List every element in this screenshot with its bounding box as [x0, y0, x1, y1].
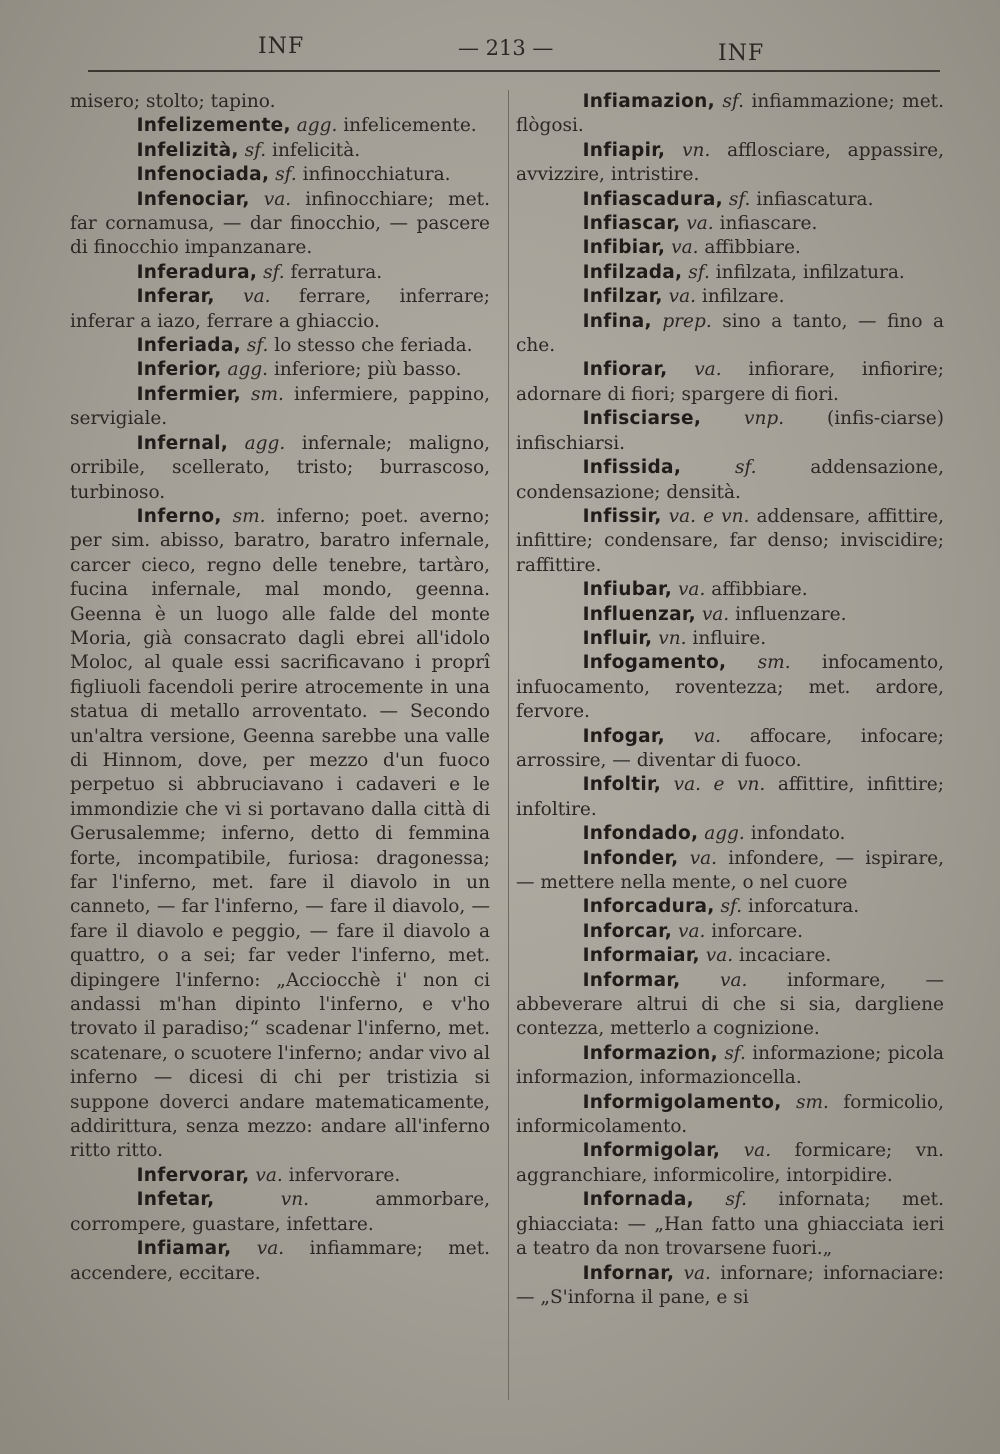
dictionary-entry — [70, 261, 490, 285]
entry-definition: infernale; maligno, orribile, scellerato, tristo; burrascoso, turbinoso. — [70, 432, 490, 503]
entry-grammar: sf. — [734, 457, 757, 479]
entry-definition: incaciare. — [739, 945, 832, 967]
entry-headword: Infelizità, — [136, 139, 239, 161]
dictionary-entry — [516, 456, 944, 505]
entry-grammar: sf. — [725, 1189, 747, 1211]
entry-definition: infiammazione; met. flògosi. — [516, 91, 944, 137]
entry-headword: Infogamento, — [582, 652, 727, 674]
entry-headword: Infelizemente, — [136, 115, 291, 137]
dictionary-entry — [516, 651, 944, 724]
entry-grammar: sm. — [757, 652, 791, 674]
entry-grammar: va. — [677, 579, 706, 601]
entry-grammar: agg. — [244, 432, 286, 454]
dictionary-entry — [516, 847, 944, 896]
dictionary-entry — [70, 383, 490, 432]
entry-headword: Infoltir, — [582, 774, 662, 796]
entry-headword: Infornada, — [582, 1189, 694, 1211]
header-left-guideword: INF — [258, 34, 305, 59]
entry-headword: Infernal, — [136, 432, 229, 454]
dictionary-entry — [516, 212, 944, 236]
entry-definition: inferiore; più basso. — [273, 359, 462, 381]
entry-grammar: va. — [693, 725, 722, 747]
dictionary-entry — [516, 285, 944, 309]
dictionary-entry — [516, 188, 944, 212]
entry-definition: affittire, infittire; infoltire. — [516, 774, 944, 820]
entry-definition: addensazione, condensazione; densità. — [516, 457, 944, 503]
entry-headword: Influenzar, — [582, 603, 696, 625]
entry-headword: Infondado, — [582, 823, 699, 845]
entry-grammar: va. — [256, 1238, 285, 1260]
entry-headword: Infiapir, — [582, 139, 666, 161]
entry-grammar: sf. — [728, 188, 751, 210]
entry-definition: infelicemente. — [343, 115, 477, 137]
dictionary-entry — [70, 139, 490, 163]
dictionary-entry — [70, 90, 490, 114]
entry-headword: Informar, — [582, 969, 681, 991]
dictionary-entry — [516, 261, 944, 285]
right-column — [516, 90, 944, 1310]
dictionary-entry — [516, 969, 944, 1042]
entry-headword: Inferiada, — [136, 335, 241, 357]
entry-headword: Inferadura, — [136, 261, 258, 283]
dictionary-entry — [70, 432, 490, 505]
entry-definition: infelicità. — [272, 139, 361, 161]
header-rule — [88, 70, 940, 72]
entry-definition: infinocchiare; met. far cornamusa, — dar finocchio, — pascere di finocchio impanzanare. — [70, 188, 490, 259]
dictionary-entry — [516, 603, 944, 627]
dictionary-entry — [516, 773, 944, 822]
entry-definition: influenzare. — [735, 603, 847, 625]
entry-headword: Infiamar, — [136, 1238, 232, 1260]
entry-headword: Infiascadura, — [582, 188, 723, 210]
entry-definition: (infis-ciarse) infischiarsi. — [516, 408, 944, 454]
entry-definition: infinocchiatura. — [302, 164, 451, 186]
entry-headword: Infetar, — [136, 1189, 215, 1211]
entry-headword: Infervorar, — [136, 1164, 250, 1186]
dictionary-entry — [516, 1139, 944, 1188]
entry-grammar: va. — [255, 1164, 283, 1186]
entry-headword: Infiamazion, — [582, 91, 715, 112]
entry-definition: informare, — abbeverare altrui di che si sia, dargliene contezza, metterlo a cognizione. — [516, 969, 944, 1040]
entry-headword: Infenociar, — [136, 188, 250, 210]
entry-definition: infervorare. — [288, 1164, 401, 1186]
entry-grammar: va. — [686, 213, 714, 235]
dictionary-entry — [516, 1262, 944, 1311]
dictionary-entry — [516, 822, 944, 846]
entry-definition: formicare; vn. aggranchiare, informicolire, intorpidire. — [516, 1140, 944, 1186]
dictionary-entry — [516, 578, 944, 602]
entry-headword: Infisciarse, — [582, 408, 702, 430]
entry-definition: sino a tanto, — fino a che. — [516, 310, 944, 357]
entry-grammar: sf. — [724, 1042, 746, 1064]
entry-definition: infondato. — [750, 823, 846, 845]
dictionary-entry — [70, 114, 490, 138]
entry-headword: Inferno, — [136, 505, 222, 527]
dictionary-entry — [516, 1188, 944, 1261]
entry-grammar: va. — [689, 847, 718, 869]
entry-definition: infermiere, pappino, servigiale. — [70, 383, 490, 430]
entry-grammar: sm. — [796, 1091, 829, 1113]
dictionary-entry — [516, 505, 944, 578]
entry-headword: Infenociada, — [136, 164, 270, 186]
entry-grammar: sf. — [688, 261, 710, 283]
entry-headword: Inferior, — [136, 359, 222, 381]
left-column — [70, 90, 490, 1286]
dictionary-entry — [516, 310, 944, 359]
dictionary-entry — [516, 139, 944, 188]
entry-definition: infondere, — ispirare, — mettere nella mente, o nel cuore — [516, 847, 945, 893]
entry-definition: infocamento, infuocamento, roventezza; met. ardore, fervore. — [516, 652, 944, 723]
entry-headword: Inforcadura, — [582, 896, 715, 918]
entry-definition: infiorare, infiorire; adornare di fiori; spargere di fiori. — [516, 359, 944, 405]
entry-headword: Infina, — [582, 310, 652, 332]
entry-grammar: vnp. — [744, 408, 785, 430]
entry-definition: ferrare, inferrare; inferar a iazo, ferrare a ghiaccio. — [70, 286, 491, 332]
entry-definition: inferno; poet. averno; per sim. abisso, baratro, baratro infernale, carcer cieco, regno delle tenebre, tartàro, fucina infernale, mal mondo, geenna. Geenna è un luogo alle falde del monte Moria, già consacrato dagli ebrei all'idolo Moloc, al quale essi sacrificavano i proprî figliuoli facendoli perire atrocemente in una statua di metallo arroventato. — Secondo un'altra versione, Geenna sarebbe una valle di Hinnom, dove, per mezzo d'un fuoco perpetuo si abbruciavano i cadaveri e le immondizie che vi si portavano dalla città di Gerusalemme; inferno, detto di femmina forte, incompatibile, furiosa: dragonessa; far l'inferno, met. fare il diavolo in un canneto, — far l'inferno, — fare il diavolo, — fare il diavolo e peggio, — fare il diavolo a quattro, o a sei; far veder l'inferno, met. dipingere l'inferno: „Acciocchè i' non ci andassi m'han dipinto l'inferno, e v'ho trovato il paradiso;“ scadenar l'inferno, met. scatenare, o scuotere l'inferno; andar vivo al inferno — dicesi di chi per tristizia si suppone doverci andare matematicamente, addirittura, senza mezzo: andare all'inferno ritto ritto. — [70, 505, 490, 1162]
entry-grammar: va. — [720, 969, 748, 991]
entry-headword: Infilzar, — [582, 286, 663, 308]
entry-grammar: sm. — [232, 505, 266, 527]
entry-headword: Infiorar, — [582, 359, 668, 381]
entry-headword: Infissir, — [582, 505, 662, 527]
dictionary-entry — [516, 920, 944, 944]
entry-grammar: va. — [243, 286, 271, 308]
entry-grammar: vn. — [658, 627, 687, 649]
page-number: — 213 — — [458, 36, 554, 60]
dictionary-entry — [516, 90, 944, 139]
entry-definition: infiammare; met. accendere, eccitare. — [70, 1238, 491, 1284]
entry-grammar: va. e vn. — [673, 774, 766, 796]
dictionary-entry — [70, 358, 490, 382]
header-right-guideword: INF — [718, 41, 765, 66]
entry-continuation: misero; stolto; tapino. — [70, 91, 276, 112]
entry-grammar: va. — [683, 1262, 711, 1284]
entry-definition: addensare, affittire, infittire; condensare, far denso; inviscidire; raffittire. — [516, 505, 944, 576]
dictionary-entry — [516, 1091, 944, 1140]
page-header — [0, 28, 1000, 72]
entry-grammar: va. — [668, 286, 697, 308]
entry-definition: infiascatura. — [756, 188, 874, 210]
entry-definition: infilzare. — [701, 286, 785, 308]
entry-grammar: sf. — [720, 896, 743, 918]
entry-headword: Infogar, — [582, 725, 665, 747]
entry-headword: Inforcar, — [582, 920, 673, 942]
entry-headword: Infibiar, — [582, 237, 666, 259]
entry-headword: Infissida, — [582, 457, 682, 479]
dictionary-entry — [516, 895, 944, 919]
entry-grammar: agg. — [227, 359, 269, 381]
dictionary-entry — [516, 944, 944, 968]
entry-headword: Informigolar, — [582, 1140, 721, 1162]
entry-grammar: va. — [671, 237, 699, 259]
entry-headword: Informaiar, — [582, 945, 700, 967]
dictionary-entry — [516, 236, 944, 260]
entry-headword: Infilzada, — [582, 261, 683, 283]
entry-headword: Informigolamento, — [582, 1091, 782, 1113]
dictionary-entry — [516, 1042, 944, 1091]
entry-definition: ferratura. — [290, 261, 383, 283]
entry-definition: afflosciare, appassire, avvizzire, intristire. — [516, 139, 944, 186]
entry-grammar: prep. — [662, 310, 712, 332]
entry-grammar: sf. — [722, 91, 744, 112]
entry-headword: Infornar, — [582, 1262, 675, 1284]
entry-definition: inforcare. — [711, 920, 804, 942]
entry-headword: Inferar, — [136, 286, 215, 308]
entry-definition: ammorbare, corrompere, guastare, infettare. — [70, 1189, 490, 1235]
entry-definition: influire. — [692, 627, 767, 649]
entry-definition: formicolio, informicolamento. — [516, 1091, 944, 1138]
entry-grammar: va. — [678, 920, 706, 942]
dictionary-entry — [516, 407, 944, 456]
entry-grammar: sf. — [244, 139, 267, 161]
dictionary-entry — [70, 163, 490, 187]
entry-grammar: va. — [743, 1140, 772, 1162]
entry-definition: infornata; met. ghiacciata: — „Han fatto una ghiacciata ieri a teatro da non trovarsene fuori.„ — [516, 1189, 944, 1260]
dictionary-entry — [70, 334, 490, 358]
dictionary-entry — [516, 627, 944, 651]
entry-headword: Infiubar, — [582, 579, 673, 601]
entry-definition: infilzata, infilzatura. — [715, 261, 905, 283]
entry-headword: Infonder, — [582, 847, 679, 869]
entry-grammar: sf. — [246, 335, 269, 357]
dictionary-entry — [70, 285, 490, 334]
dictionary-entry — [70, 188, 490, 261]
entry-grammar: sm. — [251, 383, 284, 405]
entry-definition: infiascare. — [719, 213, 818, 235]
entry-grammar: agg. — [704, 823, 745, 845]
entry-grammar: va. — [701, 603, 730, 625]
entry-definition: affocare, infocare; arrossire, — diventar di fuoco. — [516, 725, 944, 771]
entry-definition: inforcatura. — [747, 896, 860, 918]
entry-grammar: sf. — [275, 164, 297, 186]
entry-grammar: vn. — [280, 1189, 309, 1211]
column-divider — [508, 90, 509, 1400]
entry-grammar: va. — [263, 188, 292, 210]
dictionary-entry — [70, 1237, 490, 1286]
entry-headword: Infiascar, — [582, 213, 681, 235]
entry-grammar: va. — [694, 359, 722, 381]
entry-definition: informazione; picola informazion, informazioncella. — [516, 1042, 944, 1089]
entry-grammar: agg. — [296, 115, 338, 137]
dictionary-entry — [516, 725, 944, 774]
entry-definition: affibbiare. — [704, 237, 801, 259]
dictionary-entry — [70, 505, 490, 1164]
entry-headword: Informazion, — [582, 1042, 718, 1064]
dictionary-entry — [70, 1164, 490, 1188]
dictionary-entry — [516, 358, 944, 407]
entry-definition: lo stesso che feriada. — [274, 335, 473, 357]
entry-headword: Infermier, — [136, 383, 241, 405]
dictionary-entry — [70, 1188, 490, 1237]
entry-grammar: sf. — [263, 261, 285, 283]
entry-grammar: vn. — [682, 139, 711, 161]
entry-grammar: va. — [705, 945, 734, 967]
entry-grammar: va. e vn. — [668, 505, 750, 527]
entry-definition: affibbiare. — [711, 579, 808, 601]
entry-headword: Influir, — [582, 627, 653, 649]
entry-definition: infornare; infornaciare: — „S'inforna il pane, e si — [516, 1262, 945, 1308]
